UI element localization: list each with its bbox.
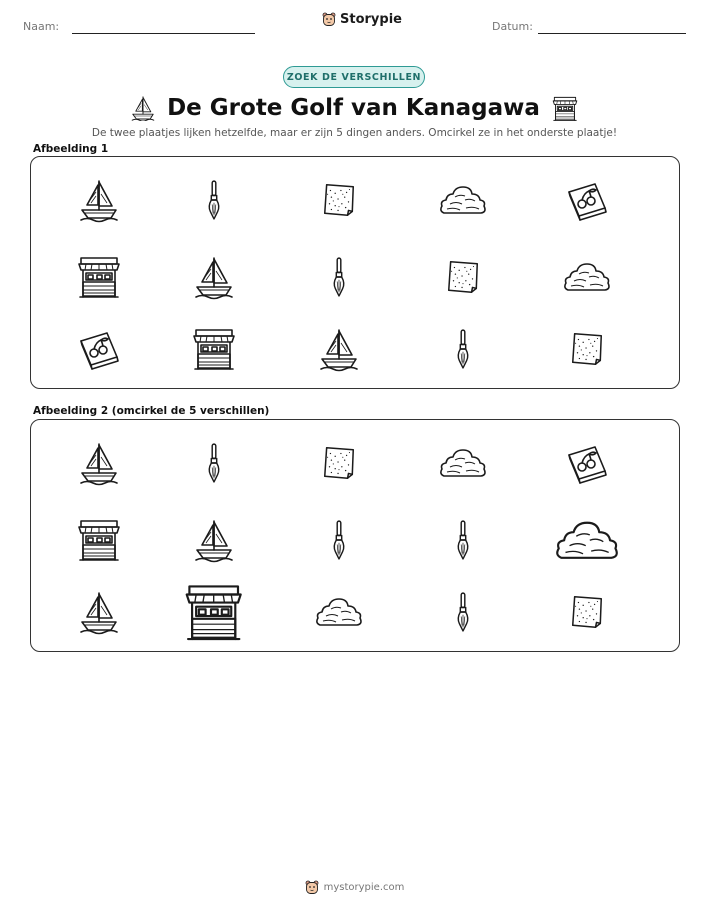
picture2-label: Afbeelding 2 (omcirkel de 5 verschillen) [33, 405, 270, 417]
foam-pile-icon [437, 182, 489, 218]
brush-icon [454, 326, 472, 372]
picture2-panel[interactable] [30, 419, 680, 652]
name-label: Naam: [23, 20, 60, 33]
title-row [0, 92, 709, 124]
foam-pile-icon [561, 259, 613, 295]
storypie-mascot-icon [305, 880, 319, 895]
footer [0, 880, 709, 895]
foam-pile-icon[interactable] [313, 594, 365, 630]
brand-name: Storypie [340, 12, 402, 27]
sand-square-icon[interactable] [568, 593, 606, 631]
activity-badge: ZOEK DE VERSCHILLEN [283, 66, 425, 88]
picture1-panel [30, 156, 680, 389]
market-stall-icon [77, 254, 121, 300]
brush-icon[interactable] [454, 517, 472, 563]
sailboat-icon [79, 178, 119, 222]
sailboat-icon[interactable] [79, 590, 119, 634]
brush-icon[interactable] [454, 589, 472, 635]
date-label: Datum: [492, 20, 533, 33]
footer-site: mystorypie.com [323, 882, 405, 893]
picture1-label: Afbeelding 1 [33, 143, 109, 155]
sailboat-icon [319, 327, 359, 371]
sailboat-icon[interactable] [79, 441, 119, 485]
market-stall-icon[interactable] [77, 517, 121, 563]
storypie-mascot-icon [322, 12, 336, 27]
sand-square-icon [444, 258, 482, 296]
sand-square-icon [320, 181, 358, 219]
page-title: De Grote Golf van Kanagawa [167, 95, 540, 121]
market-stall-icon [192, 326, 236, 372]
name-line[interactable] [72, 33, 255, 34]
brush-icon[interactable] [330, 517, 348, 563]
market-stall-icon [552, 95, 578, 121]
brush-icon[interactable] [205, 440, 223, 486]
cherry-box-icon[interactable] [565, 443, 609, 483]
sand-square-icon [568, 330, 606, 368]
market-stall-icon[interactable] [184, 581, 243, 643]
brand-logo [322, 12, 402, 27]
foam-pile-icon[interactable] [437, 445, 489, 481]
cherry-box-icon [77, 329, 121, 369]
brush-icon [330, 254, 348, 300]
sailboat-icon[interactable] [194, 518, 234, 562]
sailboat-icon [131, 95, 155, 121]
sailboat-icon [194, 255, 234, 299]
date-line[interactable] [538, 33, 686, 34]
foam-pile-icon[interactable] [552, 516, 622, 565]
brush-icon [205, 177, 223, 223]
sand-square-icon[interactable] [320, 444, 358, 482]
instructions: De twee plaatjes lijken hetzelfde, maar er zijn 5 dingen anders. Omcirkel ze in het onderste plaatje! [91, 127, 618, 139]
worksheet-header [0, 0, 709, 40]
cherry-box-icon [565, 180, 609, 220]
